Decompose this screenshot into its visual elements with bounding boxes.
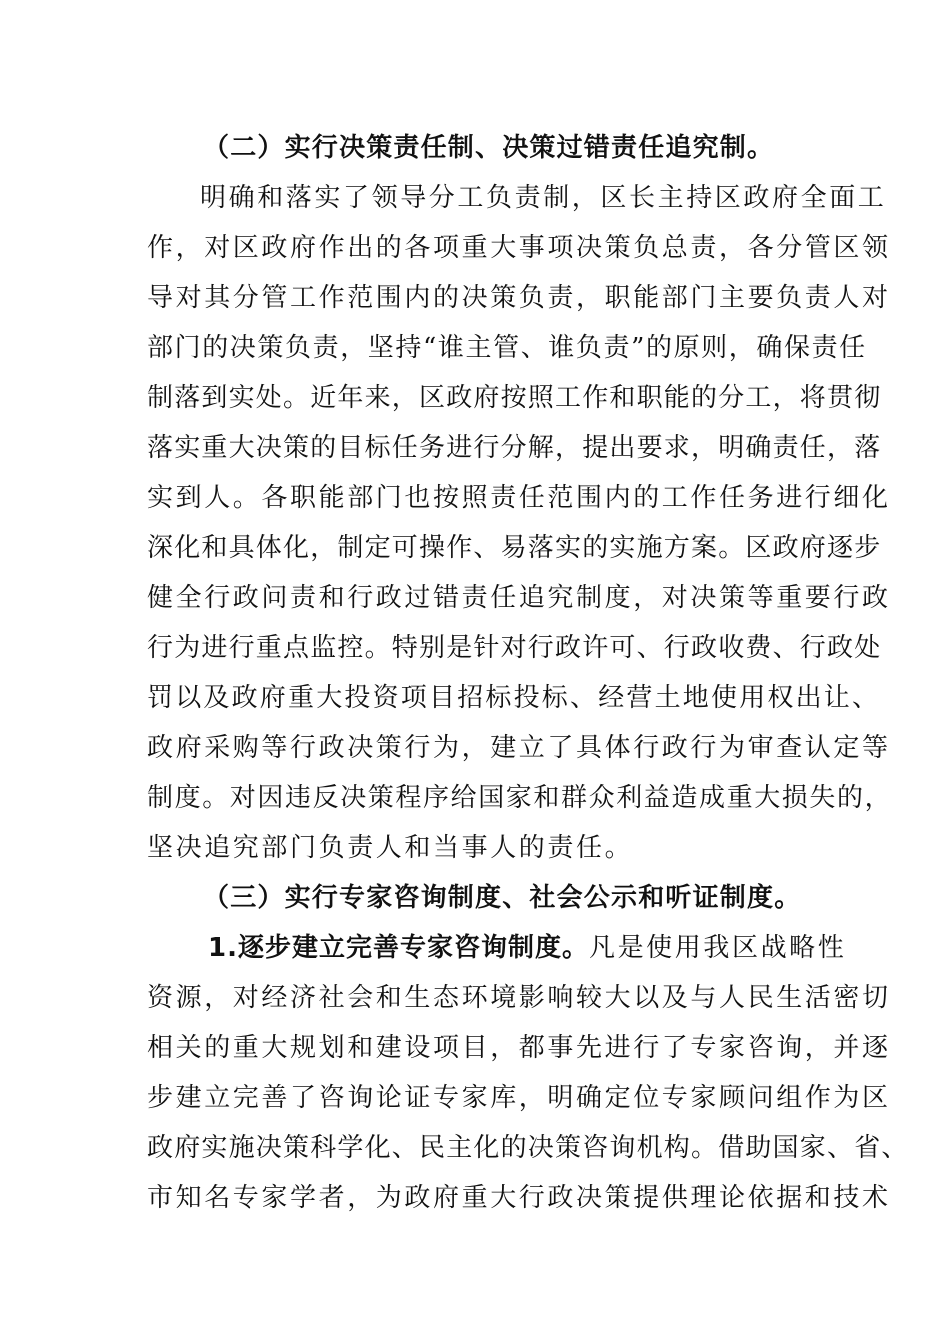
paragraph-line: 健全行政问责和行政过错责任追究制度，对决策等重要行政 [147,583,891,613]
paragraph-line: 落实重大决策的目标任务进行分解，提出要求，明确责任，落 [147,433,882,463]
paragraph-line: 相关的重大规划和建设项目，都事先进行了专家咨询，并逐 [147,1033,891,1063]
section-heading-3: （三）实行专家咨询制度、社会公示和听证制度。 [203,883,802,913]
paragraph-line: 作，对区政府作出的各项重大事项决策负总责，各分管区领 [147,233,891,263]
subsection-lead: 1.逐步建立完善专家咨询制度。 [208,933,589,963]
paragraph-line: 步建立完善了咨询论证专家库，明确定位专家顾问组作为区 [147,1083,891,1113]
paragraph-line: 明确和落实了领导分工负责制，区长主持区政府全面工 [200,183,887,213]
paragraph-line: 导对其分管工作范围内的决策负责，职能部门主要负责人对 [147,283,891,313]
section-heading-2: （二）实行决策责任制、决策过错责任追究制。 [203,133,775,163]
paragraph-line: 制落到实处。近年来，区政府按照工作和职能的分工，将贯彻 [147,383,882,413]
paragraph-line: 资源，对经济社会和生态环境影响较大以及与人民生活密切 [147,983,891,1013]
paragraph-line: 政府实施决策科学化、民主化的决策咨询机构。借助国家、省、 [147,1133,909,1163]
paragraph-text: 凡是使用我区战略性 [588,933,847,963]
paragraph-line: 市知名专家学者，为政府重大行政决策提供理论依据和技术 [147,1183,891,1213]
paragraph-line: 行为进行重点监控。特别是针对行政许可、行政收费、行政处 [147,633,882,663]
paragraph-line: 罚以及政府重大投资项目招标投标、经营土地使用权出让、 [147,683,881,713]
paragraph-line: 政府采购等行政决策行为，建立了具体行政行为审查认定等 [147,733,891,763]
paragraph-line: 制度。对因违反决策程序给国家和群众利益造成重大损失的， [147,783,893,813]
paragraph-line: 部门的决策负责，坚持“谁主管、谁负责”的原则，确保责任 [147,333,867,363]
paragraph-line-first [208,928,888,968]
paragraph-line: 实到人。各职能部门也按照责任范围内的工作任务进行细化 [147,483,891,513]
paragraph-line: 坚决追究部门负责人和当事人的责任。 [147,833,634,863]
paragraph-line: 深化和具体化，制定可操作、易落实的实施方案。区政府逐步 [147,533,882,563]
